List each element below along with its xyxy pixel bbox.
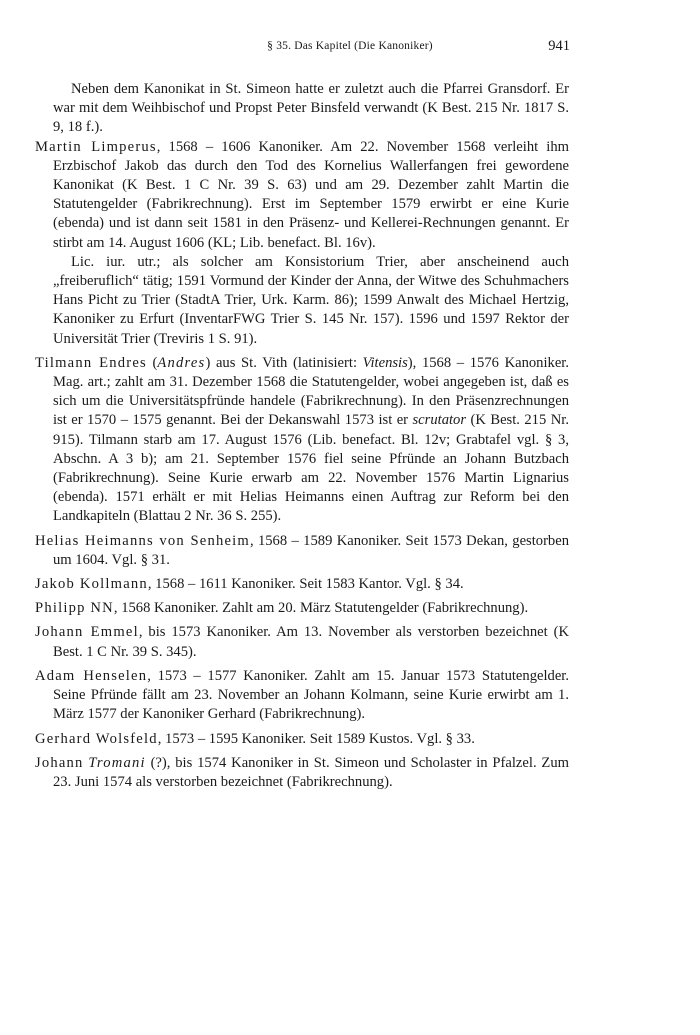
entry-text: , bis 1573 Kanoniker. Am 13. November als verstorben bezeichnet (K Best. 1 C Nr. 39 S. 345).: [53, 624, 569, 660]
entry-name: Gerhard Wolsfeld: [35, 730, 158, 747]
entry-text: , 1568 – 1611 Kanoniker. Seit 1583 Kantor. Vgl. § 34.: [147, 576, 464, 593]
entry-latin-name: Vitensis: [362, 354, 408, 371]
entry-name: Johann: [35, 754, 84, 771]
entry-text: (K Best. 215 Nr. 915). Tilmann starb am 17. August 1576 (Lib. benefact. Bl. 12v; Grabtafel vgl. § 3, Abschn. A 3 b); am 21. September 1576 fiel seine Pfründe an Johann Butzbach (Fabrikrechnung). Seine Kurie erwarb am 22. November 1576 Martin Lignarius (ebenda). 1571 erhält er mit Helias Heimanns einen Auftrag zur Reform bei den Landkapiteln (Blattau 2 Nr. 36 S. 255).: [53, 412, 569, 525]
entry-text: , 1568 – 1589 Kanoniker. Seit 1573 Dekan, gestorben um 1604. Vgl. § 31.: [53, 532, 570, 568]
entry-text: , 1573 – 1595 Kanoniker. Seit 1589 Kustos. Vgl. § 33.: [157, 730, 475, 747]
body-text: [35, 80, 569, 797]
entry-helias-heimanns: [35, 532, 569, 570]
entry-name: Martin Limperus: [35, 138, 157, 155]
entry-alt-name: Tromani: [88, 754, 146, 771]
entry-text: (: [146, 354, 158, 371]
entry-martin-limperus: [35, 138, 569, 349]
entry-johann-emmel: [35, 623, 569, 661]
entry-name: Philipp NN: [35, 600, 114, 617]
entry-name: Jakob Kollmann: [35, 576, 148, 593]
continuation-paragraph: Neben dem Kanonikat in St. Simeon hatte er zuletzt auch die Pfarrei Gransdorf. Er war mit dem Weihbischof und Propst Peter Binsfeld verwandt (K Best. 215 Nr. 1817 S. 9, 18 f.).: [53, 81, 569, 136]
entry-text: (?), bis 1574 Kanoniker in St. Simeon und Scholaster in Pfalzel. Zum 23. Juni 1574 als verstorben bezeichnet (Fabrikrechnung).: [53, 754, 569, 790]
entry-text: , 1568 Kanoniker. Zahlt am 20. März Statutengelder (Fabrikrechnung).: [113, 600, 529, 617]
entry-adam-henselen: [35, 667, 569, 725]
entry-tilmann-endres: [35, 354, 569, 527]
entry-gerhard-wolsfeld: [35, 730, 569, 749]
entry-johann-tromani: [35, 754, 569, 792]
entry-text: , 1573 – 1577 Kanoniker. Zahlt am 15. Januar 1573 Statutengelder. Seine Pfründe fällt am 23. November an Johann Kolmann, seine Kurie erwirbt am 1. März 1577 der Kanoniker Gerhard (Fabrikrechnung).: [53, 667, 569, 723]
entry-text: ), 1568 – 1576 Kanoniker. Mag. art.; zahlt am 31. Dezember 1568 die Statutengelder, wobei angegeben ist, daß es sich um die Universitätspfründe handele (Fabrikrechnung). In den Präsenzrechnungen ist er 1570 – 1575 genannt. Bei der Dekanswahl 1573 ist er: [53, 354, 570, 429]
running-head: [0, 38, 700, 58]
entry-text: , 1568 – 1606 Kanoniker. Am 22. November 1568 verleiht ihm Erzbischof Jakob das durch den Tod des Kornelius Wallerfangen frei gewordene Kanonikat (K Best. 1 C Nr. 39 S. 63) und am 29. Dezember zahlt Martin die Statutengelder (Fabrikrechnung). Erst im September 1579 erwirbt er eine Kurie (ebenda) und ist dann seit 1581 in den Präsenz- und Kellerei-Rechnungen genannt. Er stirbt am 14. August 1606 (KL; Lib. benefact. Bl. 16v).: [53, 138, 569, 251]
entry-text: ) aus St. Vith (latinisiert:: [205, 354, 363, 371]
page-number: 941: [548, 38, 570, 54]
entry-jakob-kollmann: [35, 575, 569, 594]
entry-name: Adam Henselen: [35, 667, 148, 684]
entry-philipp-nn: [35, 599, 569, 618]
entry-extra-paragraph: Lic. iur. utr.; als solcher am Konsistorium Trier, aber anscheinend auch „freiberuflich“ tätig; 1591 Vormund der Kinder der Anna, der Witwe des Schuhmachers Hans Picht zu Trier (StadtA Trier, Urk. Karm. 86); 1599 Anwalt des Michael Hertzig, Kanoniker zu Erfurt (InventarFWG Trier S. 145 Nr. 157). 1596 und 1597 Rektor der Universität Trier (Treviris 1 S. 91).: [53, 253, 569, 347]
entry-name: Helias Heimanns von Senheim: [35, 532, 250, 549]
entry-role: scrutator: [412, 412, 467, 429]
running-title: § 35. Das Kapitel (Die Kanoniker): [267, 40, 433, 52]
entry-alt-name: Andres: [157, 354, 206, 371]
entry-name: Tilmann Endres: [35, 354, 147, 371]
entry-name: Johann Emmel: [35, 624, 139, 641]
